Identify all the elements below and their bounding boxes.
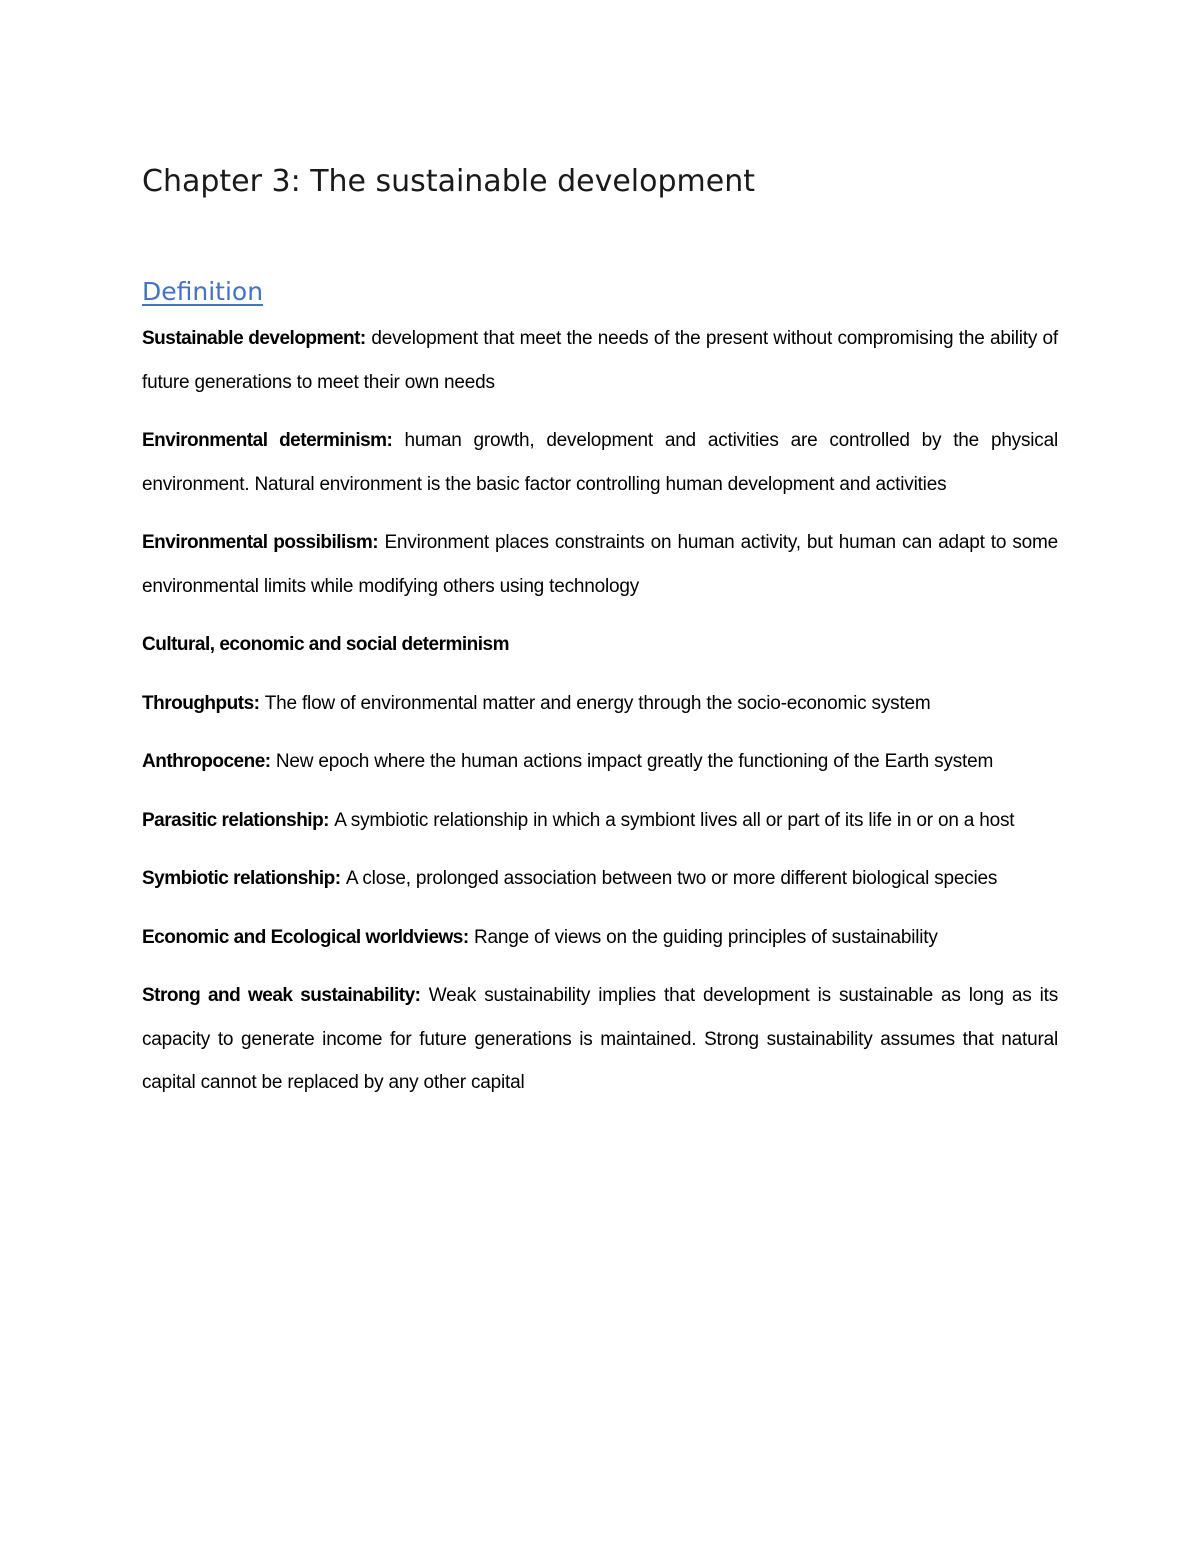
definition-term: Parasitic relationship: <box>142 809 330 831</box>
definition-symbiotic-relationship <box>142 857 1058 901</box>
definition-sustainable-development <box>142 317 1058 404</box>
section-heading-definition: Definition <box>142 277 264 306</box>
definition-environmental-possibilism <box>142 521 1058 608</box>
definition-text: New epoch where the human actions impact greatly the functioning of the Earth system <box>275 751 994 772</box>
definition-cultural-economic-social-determinism <box>142 623 1058 667</box>
definition-text: The flow of environmental matter and energy through the socio-economic system <box>264 692 931 714</box>
page-title: Chapter 3: The sustainable development <box>142 164 755 199</box>
definition-term: Anthropocene: <box>142 751 271 772</box>
definition-text: A close, prolonged association between two or more different biological species <box>345 868 998 889</box>
definition-throughputs <box>142 682 1058 726</box>
definition-term: Environmental determinism: <box>142 430 393 451</box>
definition-anthropocene <box>142 740 1058 784</box>
definition-environmental-determinism <box>142 419 1058 506</box>
definition-economic-ecological-worldviews <box>142 916 1058 960</box>
definition-parasitic-relationship <box>142 799 1058 843</box>
definition-text: Weak sustainability implies that development is sustainable as long as its capacity to generate income for future generations is maintained. Strong sustainability assumes that natural capital cannot be replaced by any other capital <box>142 985 1059 1093</box>
definition-text: Environment places constraints on human activity, but human can adapt to some environmental limits while modifying others using technology <box>142 532 1058 597</box>
definition-term: Cultural, economic and social determinism <box>142 634 509 655</box>
definition-text: development that meet the needs of the present without compromising the ability of future generations to meet their own needs <box>142 328 1058 393</box>
definition-term: Throughputs: <box>142 692 260 714</box>
definition-text: A symbiotic relationship in which a symbiont lives all or part of its life in or on a host <box>334 809 1015 831</box>
definition-strong-weak-sustainability <box>142 974 1058 1105</box>
definition-term: Strong and weak sustainability: <box>142 985 421 1006</box>
definition-text: Range of views on the guiding principles of sustainability <box>473 926 938 948</box>
definition-list <box>142 317 1058 1120</box>
definition-term: Sustainable development: <box>142 328 366 349</box>
definition-term: Environmental possibilism: <box>142 532 379 553</box>
definition-term: Economic and Ecological worldviews: <box>142 926 469 948</box>
definition-term: Symbiotic relationship: <box>142 868 341 889</box>
definition-text: human growth, development and activities are controlled by the physical environment. Natural environment is the basic factor controlling human development and activities <box>142 430 1058 495</box>
